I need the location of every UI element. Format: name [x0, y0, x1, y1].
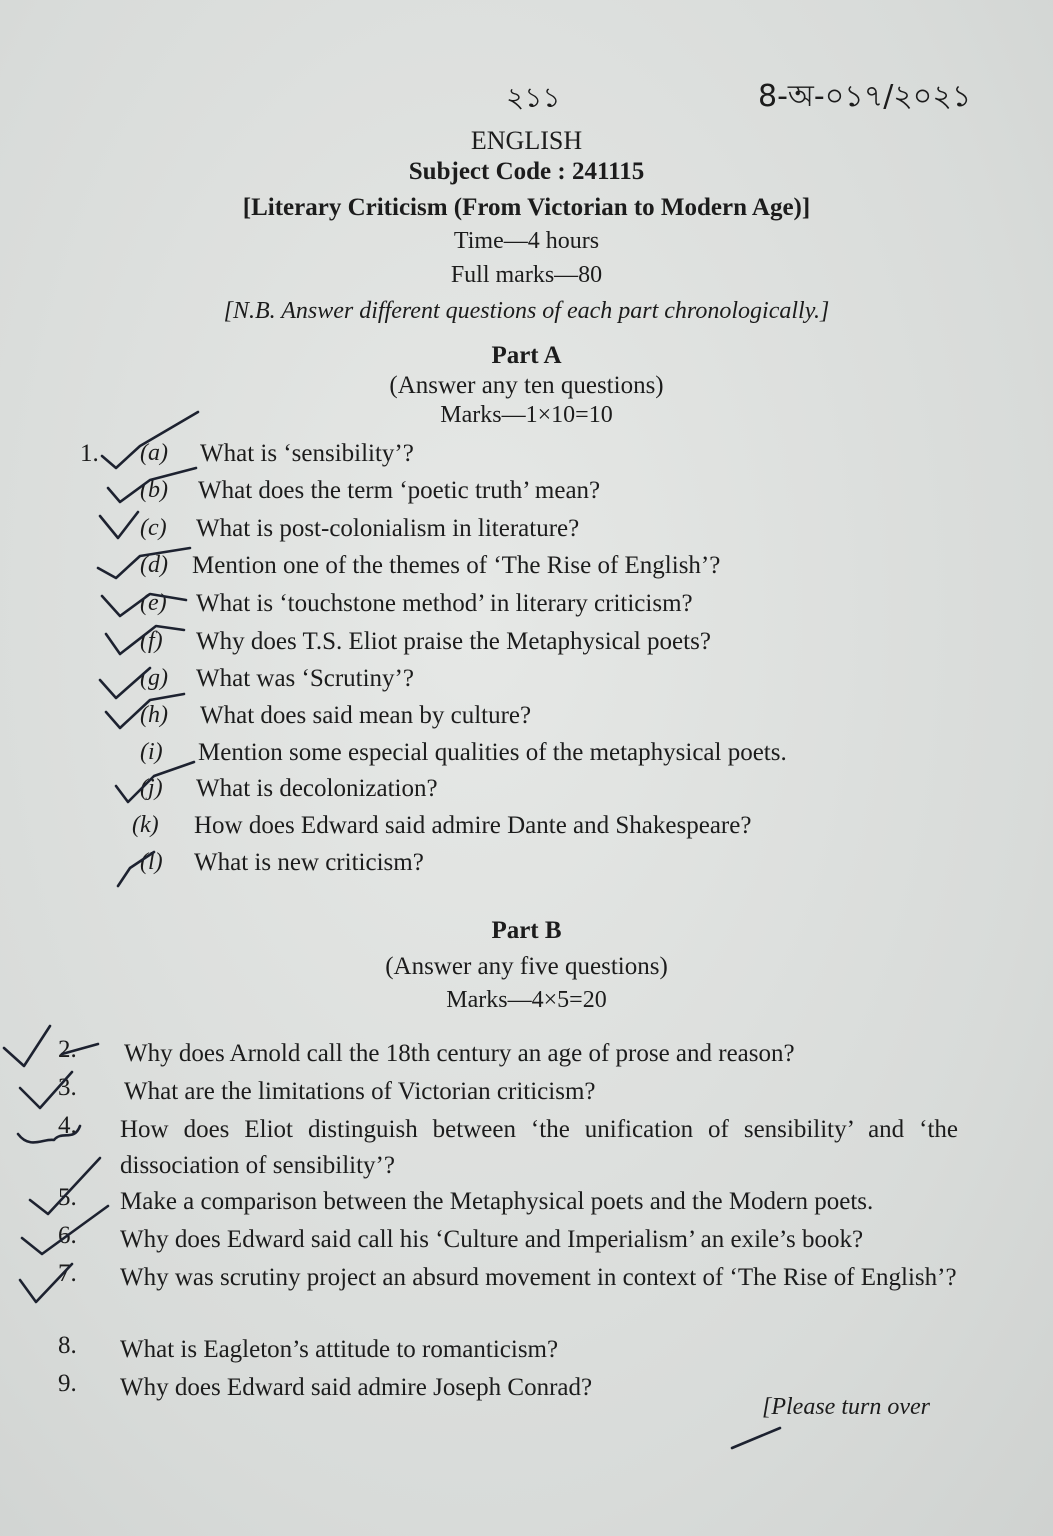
question-text: How does Edward said admire Dante and Shakespeare?: [194, 812, 752, 839]
question-text: What was ‘Scrutiny’?: [196, 665, 414, 692]
question-text: Mention some especial qualities of the metaphysical poets.: [198, 739, 787, 766]
part-a-question: [0, 665, 1053, 701]
question-number-1: 1.: [80, 440, 99, 467]
question-letter: (c): [140, 515, 167, 541]
question-text: What is decolonization?: [196, 775, 438, 802]
question-text: Make a comparison between the Metaphysical poets and the Modern poets.: [120, 1188, 874, 1215]
question-text: What is ‘sensibility’?: [200, 440, 414, 467]
question-number: 8.: [58, 1332, 77, 1359]
part-b-heading: Part B: [491, 917, 562, 944]
question-letter: (l): [140, 849, 163, 875]
instruction-note: [N.B. Answer different questions of each part chronologically.]: [223, 298, 830, 324]
part-a-question: [0, 477, 1053, 513]
question-letter: (f): [140, 628, 163, 654]
question-text: Why does Edward said call his ‘Culture and Imperialism’ an exile’s book?: [120, 1226, 864, 1253]
question-text: What is Eagleton’s attitude to romanticism?: [120, 1336, 559, 1363]
pen-stroke-icon: [732, 1428, 780, 1448]
question-text: Why does Edward said admire Joseph Conrad?: [120, 1374, 593, 1401]
paper-code-left: ২১১: [506, 81, 561, 114]
question-text: What is post-colonialism in literature?: [196, 515, 580, 542]
question-text: What is new criticism?: [194, 849, 424, 876]
part-a-question: [0, 440, 1053, 476]
full-marks: Full marks—80: [450, 262, 603, 288]
part-a-question: [0, 702, 1053, 738]
part-a-question: [0, 739, 1053, 775]
part-a-question: [0, 775, 1053, 811]
question-number: 5.: [58, 1184, 77, 1211]
part-b-marks: Marks—4×5=20: [446, 987, 607, 1013]
course-name: [Literary Criticism (From Victorian to Modern Age)]: [242, 194, 811, 221]
question-number: 2.: [58, 1036, 77, 1063]
part-a-heading: Part A: [491, 342, 562, 369]
question-number: 3.: [58, 1074, 77, 1101]
question-number: 7.: [58, 1260, 77, 1287]
part-a-question: [0, 849, 1053, 885]
time-limit: Time—4 hours: [453, 228, 600, 254]
question-number: 9.: [58, 1370, 77, 1397]
question-text: Why does T.S. Eliot praise the Metaphysical poets?: [196, 628, 711, 655]
paper-code-right: 8-অ-০১৭/২০২১: [758, 79, 972, 114]
part-a-question: [0, 515, 1053, 551]
part-a-question: [0, 590, 1053, 626]
question-letter: (e): [140, 590, 167, 616]
question-letter: (a): [140, 440, 168, 466]
question-number: 6.: [58, 1222, 77, 1249]
question-text: What are the limitations of Victorian criticism?: [124, 1078, 596, 1105]
part-a-question: [0, 812, 1053, 848]
part-b-instruction: (Answer any five questions): [385, 953, 668, 980]
question-letter: (k): [132, 812, 159, 838]
question-text: What does the term ‘poetic truth’ mean?: [198, 477, 601, 504]
question-letter: (d): [140, 552, 168, 578]
part-a-question: [0, 552, 1053, 588]
part-a-instruction: (Answer any ten questions): [389, 372, 664, 399]
question-letter: (i): [140, 739, 163, 765]
part-a-marks: Marks—1×10=10: [440, 402, 613, 428]
question-letter: (g): [140, 665, 168, 691]
question-letter: (b): [140, 477, 168, 503]
question-number: 4.: [58, 1112, 77, 1139]
subject-code: Subject Code : 241115: [408, 158, 645, 185]
question-text: How does Eliot distinguish between ‘the unification of sensibility’ and ‘the dissociation of sensibility’?: [120, 1116, 958, 1179]
question-text: Mention one of the themes of ‘The Rise of English’?: [192, 552, 721, 579]
question-text: Why was scrutiny project an absurd movement in context of ‘The Rise of English’?: [120, 1264, 957, 1291]
exam-title: ENGLISH: [470, 126, 583, 155]
turn-over-note: [Please turn over: [762, 1394, 930, 1420]
question-text: Why does Arnold call the 18th century an age of prose and reason?: [124, 1040, 795, 1067]
tick-mark-icon: [4, 1026, 98, 1066]
question-text: What is ‘touchstone method’ in literary criticism?: [196, 590, 693, 617]
question-letter: (j): [140, 775, 163, 801]
question-letter: (h): [140, 702, 168, 728]
header-codes: [0, 72, 1053, 112]
question-text: What does said mean by culture?: [200, 702, 532, 729]
part-a-question: [0, 628, 1053, 664]
